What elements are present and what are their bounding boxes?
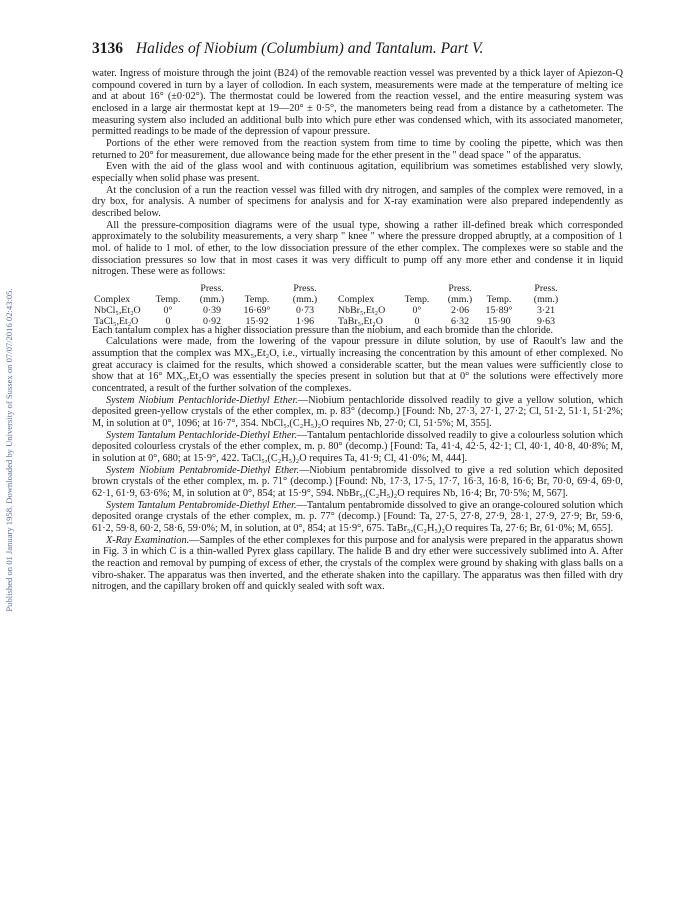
table-cell: 3·21 [536,305,556,317]
paragraph: water. Ingress of moisture through the joint (B24) of the removable reaction vessel was prevented by a thick layer of Apiezon-Q compound covered in turn by a layer of collodion. In each system, measurements were made at the temperature of melting ice and at about 16° (±0·02°). The thermostat could be lowered from the reaction vessel, and the entire measuring system was enclosed in a large air thermostat kept at 19—20° ± 0·5°, the manometers being read from a distance by a cathetometer. The measuring system also included an additional bulb into which pure ether was condensed which, with its associated manometer, permitted readings to be made of the depression of vapour pressure. [92,68,623,138]
running-title: Halides of Niobium (Columbium) and Tantalum. Part V. [135,40,484,57]
table-press-label: Press. [293,282,317,294]
article-body [92,68,623,593]
table-cell: 15·92 [245,316,269,328]
table-header: Temp. [404,294,430,305]
table-cell: 0 [165,316,171,328]
table-header: (mm.) [533,294,559,305]
table-cell: 0 [414,316,420,328]
section-heading: X-Ray Examination. [106,534,190,546]
table-row [92,305,623,316]
paragraph: All the pressure-composition diagrams were of the usual type, showing a rather ill-defined break which corresponded approximately to the solubility measurements, a very sharp " knee " where the pressure dropped abruptly, at a composition of 1 mol. of halide to 1 mol. of ether, to the low dissociation pressure of the ether complex. The complexes were so stable and the dissociation pressures so low that in most cases it was very difficult to pump off any more ether and condense it in liquid nitrogen. These were as follows: [92,219,623,278]
table-cell: 1·96 [295,316,315,328]
section-paragraph [92,430,623,465]
table-press-row [92,283,623,294]
watermark-text: Published on 01 January 1958. Downloaded by University of Sussex on 07/07/2016 02:43:05. [4,288,14,612]
table-press-label: Press. [200,282,224,294]
page-number: 3136 [92,40,123,57]
table-cell: TaBr₅,Et₂O [338,316,383,328]
table-header: Temp. [155,294,181,305]
table-header: (mm.) [447,294,473,305]
table-cell: 0·39 [202,305,222,317]
section-heading: System Niobium Pentabromide-Diethyl Ether. [106,464,300,476]
table-cell: 2·06 [450,305,470,317]
table-row [92,316,623,327]
table-cell: 15·89° [485,305,513,317]
running-header [92,40,622,62]
dissociation-pressure-table [92,282,623,328]
table-header: Complex [338,294,375,305]
section-body: —Niobium pentachloride dissolved readily to give a yellow solution, which deposited green-yellow crystals of the ether complex, m. p. 83° (decomp.) [Found: Nb, 27·3, 27·1, 27·2; Cl, 51·2, 51·1, 51·2%; M, in solution at 0°, 1096; at 16·7°, 354. NbCl₅,(C₂H₅)₂O requires Nb, 27·0; Cl, 51·5%; M, 355]. [92,394,623,430]
table-press-label: Press. [534,282,558,294]
table-header: Temp. [244,294,270,305]
table-header: (mm.) [199,294,225,305]
section-body: —Tantalum pentachloride dissolved readily to give a colourless solution which deposited colourless crystals of the ether complex, m. p. 80° (decomp.) [Found: Ta, 41·4, 42·5, 42·1; Cl, 40·1, 40·8, 40·8%; M, in solution at 0°, 680; at 15·9°, 422. TaCl₅,(C₂H₅)₂O requires Ta, 41·9; Cl, 41·0%; M, 444]. [92,429,623,465]
paragraph: Even with the aid of the glass wool and with continuous agitation, equilibrium was sometimes established very slowly, especially when solid phase was present. [92,161,623,184]
table-header: Temp. [486,294,512,305]
section-heading: System Tantalum Pentabromide-Diethyl Ether. [106,499,297,511]
section-paragraph [92,500,623,535]
table-header: (mm.) [292,294,318,305]
table-header-row [92,294,623,305]
table-press-label: Press. [448,282,472,294]
publication-watermark [2,150,16,750]
section-body: —Tantalum pentabromide dissolved to give an orange-coloured solution which deposited orange crystals of the ether complex, m. p. 77° (decomp.) [Found: Ta, 27·5, 27·8, 27·9, 28·1, 27·9, 27·9; Br, 59·6, 61·2, 59·8, 60·2, 58·6, 59·0%; M, in solution, at 0°, 854; at 15·9°, 675. TaBr₅,(C₂H₅)₂O requires Ta, 27·6; Br, 61·0%; M, 655]. [92,499,624,534]
table-cell: NbBr₅,Et₂O [338,305,386,317]
table-cell: 9·63 [536,316,556,328]
paragraph: Each tantalum complex has a higher dissociation pressure than the niobium, and each bromide than the chloride. [92,324,554,336]
table-cell: 0·92 [202,316,222,328]
section-body: —Samples of the ether complexes for this purpose and for analysis were prepared in the apparatus shown in Fig. 3 in which C is a thin-walled Pyrex glass capillary. The halide B and dry ether were successively sublimed into A. After the reaction and removal by pumping of excess of ether, the crystals of the complex were ground by shaking with glass balls on a vibro-shaker. The apparatus was then inverted, and the etherate shaken into the capillary. The apparatus was then filled with dry nitrogen, and the capillary broken off and quickly sealed with soft wax. [92,534,623,593]
paragraph: Calculations were made, from the lowering of the vapour pressure in dilute solution, by use of Raoult's law and the assumption that the complex was MX₅,Et₂O, i.e., virtually increasing the concentration by this amount of ether complexed. No great accuracy is claimed for the results, which showed a considerable scatter, but the mean values were sufficiently close to show that at 16° MX₅,Et₂O was essentially the species present in solution but that at 0° the solutions were effectively more concentrated, a result of the further solvation of the complexes. [92,336,623,395]
table-cell: 15·90 [487,316,511,328]
table-cell: 0·73 [295,305,315,317]
section-body: —Niobium pentabromide dissolved to give a red solution which deposited brown crystals of the ether complex, m. p. 71° (decomp.) [Found: Nb, 17·3, 17·5, 17·7, 16·3, 16·8, 16·6; Br, 70·0, 69·4, 69·0, 62·1, 61·9, 63·6%; M, in solution at 0°, 854; at 15·9°, 594. NbBr₅,(C₂H₅)₂O requires Nb, 16·4; Br, 70·5%; M, 567]. [92,464,623,499]
section-heading: System Niobium Pentachloride-Diethyl Ether. [106,394,298,406]
table-cell: 0° [412,305,422,317]
paragraph: Portions of the ether were removed from the reaction system from time to time by cooling the pipette, which was then returned to 20° for measurement, due allowance being made for the ether present in the " dead space " of the apparatus. [92,137,623,161]
table-header: Complex [94,294,131,305]
table-cell: 16·69° [243,305,271,317]
section-paragraph [92,535,623,593]
table-cell: NbCl₅,Et₂O [94,305,141,317]
section-paragraph [92,395,623,430]
section-heading: System Tantalum Pentachloride-Diethyl Ether. [106,429,297,441]
table-cell: 0° [163,305,173,317]
table-cell: 6·32 [450,316,470,328]
section-paragraph [92,465,623,500]
paragraph: At the conclusion of a run the reaction vessel was filled with dry nitrogen, and samples of the complex were removed, in a dry box, for analysis. A number of specimens for analysis and for X-ray examination were also prepared independently as described below. [92,184,623,219]
table-cell: TaCl₅,Et₂O [94,316,139,328]
